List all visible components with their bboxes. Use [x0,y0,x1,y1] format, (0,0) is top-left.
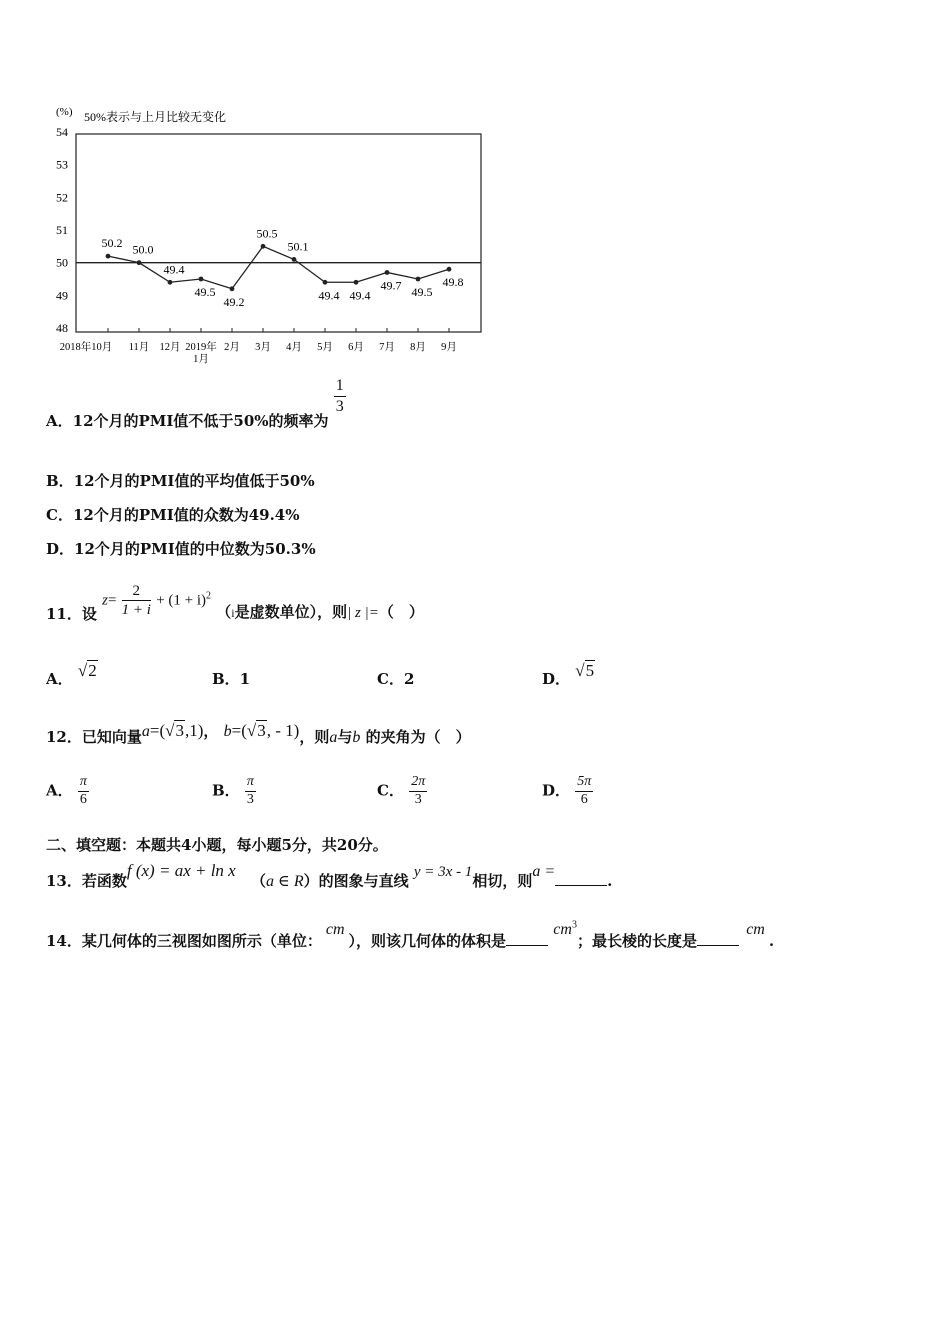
q11-fraction [122,582,151,619]
question-13 [46,860,613,890]
data-label: 49.2 [223,294,245,309]
data-label: 49.8 [442,275,464,290]
opt-label: A． [46,781,73,800]
radicand: 3 [257,721,266,740]
data-point [416,277,421,282]
data-point [168,280,173,285]
q14-mid2: ；最长棱的长度是 [576,932,697,950]
q10-option-a [46,377,346,431]
x-tick-label: 8月 [410,342,426,353]
x-tick-label: 11月 [128,342,150,353]
unit-cm3-exp: 3 [571,919,577,931]
q12-option-b [212,774,256,809]
q11-note [216,603,424,621]
x-tick-label: 12月 [159,342,181,353]
frac-denominator: 3 [246,791,254,807]
x-tick-label: 3月 [255,342,271,353]
q12-option-a [46,774,89,809]
x-tick-label: 6月 [348,342,364,353]
q14-volume-blank[interactable] [506,931,548,946]
unit-cm: cm [325,921,345,938]
frac-pi-3 [245,774,256,809]
q10-option-c: C．12个月的PMI值的众数为49.4% [46,506,300,524]
data-label: 49.5 [194,285,216,299]
sqrt-3: √3 [246,721,266,740]
q14-length-blank[interactable] [697,931,739,946]
data-point [447,267,452,272]
q12-option-d [542,774,593,809]
q10-option-a-text: 12个月的PMI值不低于50%的频率为 [72,412,329,430]
q10-option-d: D．12个月的PMI值的中位数为50.3% [46,540,316,558]
paren-open: =( [149,721,166,740]
frac-5pi-6 [575,774,593,809]
y-tick-label: 48 [56,321,68,335]
y-tick-label: 54 [56,125,68,139]
data-label: 50.1 [287,239,309,254]
q13-function: f (x) = ax + ln x [126,861,236,880]
opt-label: B． [212,781,240,800]
data-label: 49.5 [411,285,433,299]
frac-numerator: 2π [409,774,427,792]
plot-frame [76,134,481,332]
comma: ， [203,722,219,740]
x-tick-label: 2018年10月 [59,342,113,353]
q13-mid: 的图象与直线 [318,872,409,890]
question-11 [46,582,424,623]
y-tick-label: 52 [56,190,68,205]
chart-unit-label: (%) [56,106,73,118]
y-tick-label: 49 [56,288,68,303]
q11-option-d [542,660,595,688]
data-label: 50.5 [256,226,278,241]
q11-exponent: 2 [206,590,212,602]
q12-with: 与 [337,728,353,746]
frac-numerator: π [245,774,256,792]
vec-b-value [232,720,300,740]
paren-open: =( [231,721,247,740]
vec-a-value [150,720,204,740]
q14-prefix: 14．某几何体的三视图如图所示（单位： [46,932,322,950]
sqrt-2: √2 [77,661,97,680]
vec-a-ref: a [329,729,338,746]
opt-label: A． [46,670,73,688]
frac-pi-6 [78,774,89,809]
q10-option-b: B．12个月的PMI值的平均值低于50% [46,472,315,490]
q12-option-c [377,774,427,809]
data-point [323,280,328,285]
data-label: 49.7 [380,278,402,293]
q13-end: . [607,872,613,890]
q11-option-b: B．1 [212,670,251,688]
pmi-line-chart [40,98,500,368]
radicand: 2 [88,661,97,680]
q12-prefix: 12．已知向量 [46,728,142,746]
unit-cm3-base: cm [553,921,572,938]
frac-denominator: 3 [414,791,422,807]
data-point [230,286,235,291]
sqrt-5: √5 [575,661,595,680]
x-tick-label: 5月 [317,342,333,353]
q11-option-c: C．2 [377,670,415,688]
y-tick-label: 53 [56,157,68,172]
question-14 [46,918,775,950]
data-label: 50.0 [132,242,154,257]
data-point [385,270,390,275]
q14-mid1: ），则该几何体的体积是 [348,932,507,950]
radicand: 5 [585,661,595,680]
sqrt-3: √3 [165,721,184,740]
section-2-heading: 二、填空题：本题共4小题，每小题5分，共20分。 [46,836,388,854]
frac-denominator: 1 + i [121,602,151,618]
q10-option-a-label: A． [46,412,73,430]
opt-label: D． [542,781,571,800]
paren-open: （ [250,872,266,890]
frac-denominator: 6 [580,791,588,807]
x-tick-label: 9月 [441,342,457,353]
data-point [199,277,204,282]
x-tick-label: 2019年 [185,342,217,353]
opt-label: C． [377,781,404,800]
y-tick-label: 51 [56,223,68,237]
chart-note: 50%表示与上月比较无变化 [84,110,226,124]
q12-then: ，则 [299,728,330,746]
q13-tail: 相切，则 [472,872,533,890]
fraction-one-third [334,376,346,415]
q13-condition [251,872,319,890]
radicand: 3 [175,721,184,740]
x-tick-label: 4月 [286,342,302,353]
data-point [106,254,111,259]
opt-label: D． [542,670,571,688]
q11-note-text: 是虚数单位），则 [234,602,348,621]
x-tick-label: 1月 [193,354,209,365]
q11-rest: + (1 + i) [156,592,207,609]
q14-end: . [768,932,775,950]
data-point [261,244,266,249]
data-point [137,260,142,265]
q13-answer-blank[interactable] [555,871,607,886]
frac-denominator: 3 [335,397,344,415]
data-label: 49.4 [318,288,340,303]
frac-numerator: π [78,774,89,792]
paren-close: , - 1) [266,721,300,740]
frac-numerator: 2 [122,582,151,601]
answer-paren: （ ） [378,602,424,621]
paren-close: ,1) [184,721,204,740]
data-point [354,280,359,285]
data-point [292,257,297,262]
q13-a-eq: a = [532,863,556,880]
vec-a: a [141,723,150,740]
unit-cm3 [553,921,577,938]
q11-prefix: 11．设 [46,604,97,623]
q11-option-a [46,660,98,688]
data-label: 49.4 [349,288,371,303]
q13-line: y = 3x - 1 [413,864,473,880]
x-tick-label: 2月 [224,342,240,353]
frac-denominator: 6 [79,791,87,807]
question-12 [46,720,471,746]
open-paren: （ [216,602,232,621]
q13-cond-expr: a ∈ R [265,873,304,890]
y-tick-label: 50 [56,255,68,270]
frac-numerator: 1 [334,376,346,396]
unit-cm: cm [746,921,765,938]
abs-z: | z |= [347,604,379,621]
frac-2pi-3 [409,774,427,809]
x-tick-label: 7月 [379,342,395,353]
paren-close: ） [303,872,319,890]
data-label: 49.4 [163,262,185,277]
var-i: i [231,605,235,620]
q13-prefix: 13．若函数 [46,872,127,890]
var-z: z [102,592,108,609]
vec-b-ref: b [352,729,361,746]
data-label: 50.2 [101,236,123,251]
frac-numerator: 5π [575,774,593,792]
q12-tail: 的夹角为（ ） [365,728,471,746]
eq-sign: = [107,592,117,609]
vec-b: b [223,723,232,740]
